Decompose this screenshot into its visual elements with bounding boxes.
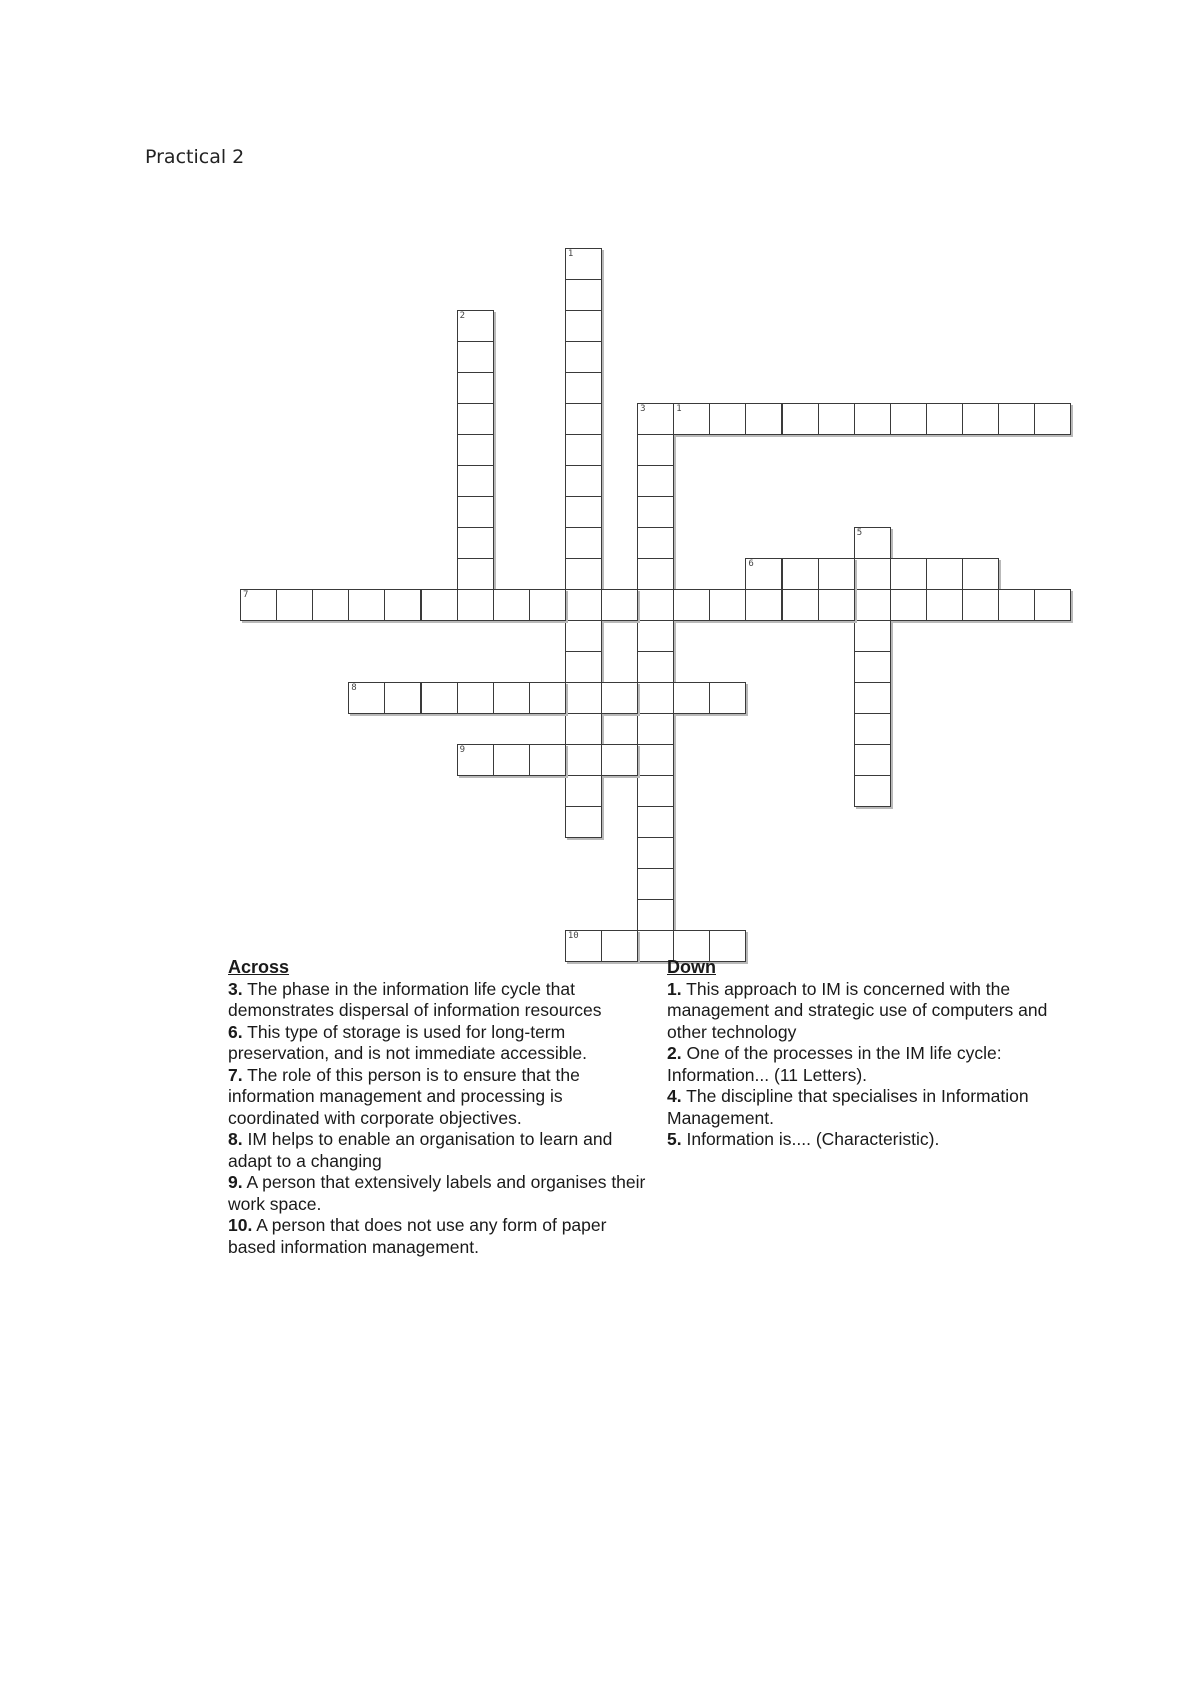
across-clue-8: 8. IM helps to enable an organisation to learn and adapt to a changing [228, 1129, 613, 1171]
grid-cell[interactable] [637, 434, 674, 466]
grid-cell[interactable] [421, 682, 458, 714]
grid-cell[interactable] [854, 527, 891, 559]
grid-cell[interactable] [240, 589, 277, 621]
grid-cell[interactable] [565, 310, 602, 342]
grid-cell[interactable] [565, 558, 602, 590]
grid-cell[interactable] [637, 899, 674, 931]
grid-cell[interactable] [601, 682, 638, 714]
grid-cell[interactable] [565, 806, 602, 838]
grid-cell[interactable] [565, 496, 602, 528]
grid-cell[interactable] [493, 682, 530, 714]
grid-cell[interactable] [565, 403, 602, 435]
grid-cell[interactable] [565, 248, 602, 280]
grid-cell[interactable] [709, 403, 746, 435]
grid-cell[interactable] [854, 620, 891, 652]
grid-cell[interactable] [637, 651, 674, 683]
grid-cell[interactable] [962, 589, 999, 621]
grid-cell[interactable] [457, 465, 494, 497]
grid-cell[interactable] [457, 496, 494, 528]
across-clue-3: 3. The phase in the information life cycle that demonstrates dispersal of information resources [228, 978, 602, 1020]
grid-cell[interactable] [457, 310, 494, 342]
grid-cell[interactable] [637, 713, 674, 745]
grid-cell[interactable] [457, 434, 494, 466]
cell-number: 5 [856, 528, 863, 538]
grid-cell[interactable] [493, 744, 530, 776]
cell-number: 6 [748, 559, 754, 569]
grid-cell[interactable] [637, 682, 674, 714]
grid-cell[interactable] [637, 868, 674, 900]
grid-cell[interactable] [457, 589, 494, 621]
grid-cell[interactable] [818, 403, 855, 435]
grid-cell[interactable] [854, 558, 891, 590]
grid-cell[interactable] [926, 589, 963, 621]
across-clue-9: 9. A person that extensively labels and organises their work space. [228, 1172, 646, 1214]
grid-cell[interactable] [782, 589, 819, 621]
grid-cell[interactable] [854, 713, 891, 745]
cell-number: 1 [676, 404, 682, 414]
page-title: Practical 2 [145, 146, 245, 168]
grid-cell[interactable] [926, 403, 963, 435]
grid-cell[interactable] [384, 589, 421, 621]
grid-cell[interactable] [745, 403, 782, 435]
grid-cell[interactable] [565, 775, 602, 807]
grid-cell[interactable] [565, 620, 602, 652]
grid-cell[interactable] [962, 558, 999, 590]
grid-cell[interactable] [457, 682, 494, 714]
grid-cell[interactable] [601, 744, 638, 776]
down-clue-2: 2. One of the processes in the IM life cycle: Information... (11 Letters). [667, 1043, 1002, 1085]
cell-number: 8 [351, 683, 357, 693]
grid-cell[interactable] [565, 744, 602, 776]
grid-cell[interactable] [637, 806, 674, 838]
grid-cell[interactable] [709, 589, 746, 621]
grid-cell[interactable] [890, 558, 927, 590]
grid-cell[interactable] [493, 589, 530, 621]
across-clue-7: 7. The role of this person is to ensure that the information management and processing is coordinated with corporate objectives. [228, 1064, 580, 1128]
grid-cell[interactable] [854, 744, 891, 776]
grid-cell[interactable] [637, 589, 674, 621]
cell-number: 2 [459, 311, 466, 321]
grid-cell[interactable] [529, 589, 566, 621]
grid-cell[interactable] [745, 558, 782, 590]
grid-cell[interactable] [637, 837, 674, 869]
grid-cell[interactable] [673, 589, 710, 621]
grid-cell[interactable] [854, 651, 891, 683]
grid-cell[interactable] [457, 403, 494, 435]
grid-cell[interactable] [818, 558, 855, 590]
grid-cell[interactable] [637, 403, 674, 435]
grid-cell[interactable] [565, 465, 602, 497]
across-clue-10: 10. A person that does not use any form of paper based information management. [228, 1215, 607, 1257]
grid-cell[interactable] [890, 403, 927, 435]
grid-cell[interactable] [818, 589, 855, 621]
across-clue-6: 6. This type of storage is used for long-term preservation, and is not immediate accessible. [228, 1021, 587, 1063]
grid-cell[interactable] [926, 558, 963, 590]
grid-cell[interactable] [565, 651, 602, 683]
grid-cell[interactable] [457, 558, 494, 590]
grid-cell[interactable] [890, 589, 927, 621]
grid-cell[interactable] [565, 434, 602, 466]
grid-cell[interactable] [782, 558, 819, 590]
grid-cell[interactable] [637, 744, 674, 776]
grid-cell[interactable] [565, 279, 602, 311]
grid-cell[interactable] [745, 589, 782, 621]
grid-cell[interactable] [348, 589, 385, 621]
grid-cell[interactable] [998, 589, 1035, 621]
grid-cell[interactable] [565, 341, 602, 373]
across-clues [228, 957, 648, 1258]
grid-cell[interactable] [854, 403, 891, 435]
grid-cell[interactable] [565, 589, 602, 621]
across-heading: Across [228, 957, 290, 977]
grid-cell[interactable] [565, 682, 602, 714]
down-clues [667, 957, 1087, 1151]
grid-cell[interactable] [637, 558, 674, 590]
grid-cell[interactable] [601, 589, 638, 621]
grid-cell[interactable] [457, 527, 494, 559]
cell-number: 10 [567, 931, 579, 941]
grid-cell[interactable] [1034, 403, 1071, 435]
grid-cell[interactable] [637, 465, 674, 497]
grid-cell[interactable] [637, 620, 674, 652]
grid-cell[interactable] [637, 775, 674, 807]
grid-cell[interactable] [998, 403, 1035, 435]
grid-cell[interactable] [637, 527, 674, 559]
grid-cell[interactable] [709, 682, 746, 714]
grid-cell[interactable] [854, 589, 891, 621]
grid-cell[interactable] [637, 496, 674, 528]
cell-number: 1 [567, 249, 574, 259]
grid-cell[interactable] [421, 589, 458, 621]
grid-cell[interactable] [384, 682, 421, 714]
grid-cell[interactable] [529, 682, 566, 714]
cell-number: 9 [459, 745, 466, 755]
grid-cell[interactable] [854, 682, 891, 714]
down-clue-1: 1. This approach to IM is concerned with the management and strategic use of computers and other technology [667, 978, 1048, 1042]
grid-cell[interactable] [565, 713, 602, 745]
grid-cell[interactable] [782, 403, 819, 435]
grid-cell[interactable] [276, 589, 313, 621]
grid-cell[interactable] [457, 744, 494, 776]
grid-cell[interactable] [854, 775, 891, 807]
grid-cell[interactable] [312, 589, 349, 621]
grid-cell[interactable] [529, 744, 566, 776]
grid-cell[interactable] [457, 341, 494, 373]
cell-number: 7 [243, 590, 249, 600]
grid-cell[interactable] [673, 682, 710, 714]
grid-cell[interactable] [565, 527, 602, 559]
grid-cell[interactable] [673, 403, 710, 435]
down-clue-5: 5. Information is.... (Characteristic). [667, 1129, 940, 1149]
down-heading: Down [667, 957, 716, 977]
grid-cell[interactable] [962, 403, 999, 435]
grid-cell[interactable] [348, 682, 385, 714]
grid-cell[interactable] [1034, 589, 1071, 621]
grid-cell[interactable] [457, 372, 494, 404]
cell-number: 3 [640, 404, 646, 414]
grid-cell[interactable] [565, 372, 602, 404]
down-clue-4: 4. The discipline that specialises in Information Management. [667, 1086, 1029, 1128]
